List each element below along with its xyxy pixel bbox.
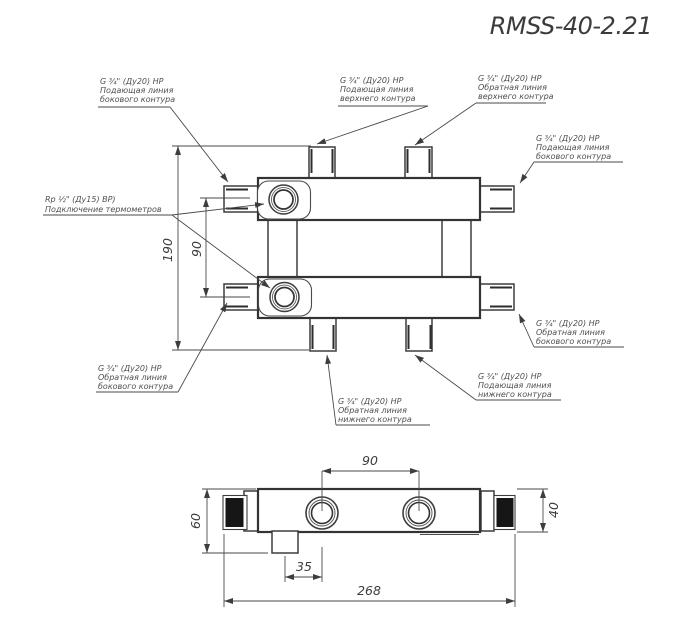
label-line: Подающая линия xyxy=(536,143,610,152)
top-stub-1 xyxy=(309,147,335,181)
front-view xyxy=(223,489,515,553)
right-leg-pipe xyxy=(442,216,471,280)
dim-axis-spacing: 90 xyxy=(189,241,204,257)
label-line: верхнего контура xyxy=(478,92,554,101)
right-thread-fill xyxy=(497,498,514,527)
dim-overall-height: 190 xyxy=(160,238,175,262)
dim-port-spacing: 90 xyxy=(362,453,378,468)
label-line: G ¾" (Ду20) НР xyxy=(340,76,404,85)
label-line: Подающая линия xyxy=(340,85,414,94)
port-label-top-right xyxy=(415,74,554,145)
port-label-right-lower xyxy=(519,314,624,347)
port-label-bottom-right xyxy=(415,355,561,400)
dimension-268 xyxy=(224,534,515,607)
main-view xyxy=(224,147,514,351)
left-thread-fill xyxy=(226,498,244,527)
label-line: Подающая линия xyxy=(478,381,552,390)
right-union-nut xyxy=(481,491,494,531)
bottom-stub-2 xyxy=(406,315,432,351)
label-line: Подающая линия xyxy=(100,86,174,95)
label-line: G ¾" (Ду20) НР xyxy=(338,397,402,406)
upper-thermometer-boss xyxy=(258,181,311,219)
port-label-top-mid xyxy=(317,76,428,144)
label-line: G ¾" (Ду20) НР xyxy=(478,372,542,381)
dim-left-height: 60 xyxy=(188,513,203,529)
label-line: Обратная линия xyxy=(536,328,605,337)
label-line: G ¾" (Ду20) НР xyxy=(98,364,162,373)
label-line: Подключение термометров xyxy=(45,205,162,214)
dimension-40 xyxy=(517,489,561,532)
label-line: нижнего контура xyxy=(338,415,412,424)
label-line: бокового контура xyxy=(536,337,612,346)
port-label-top-left xyxy=(98,77,228,182)
label-line: Обратная линия xyxy=(478,83,547,92)
label-line: G ¾" (Ду20) НР xyxy=(536,319,600,328)
label-line: G ¾" (Ду20) НР xyxy=(100,77,164,86)
dim-overall-length: 268 xyxy=(357,583,381,598)
label-line: Обратная линия xyxy=(338,406,407,415)
label-line: бокового контура xyxy=(536,152,612,161)
label-line: бокового контура xyxy=(100,95,176,104)
port-label-bottom-left xyxy=(96,303,227,392)
label-line: G ¾" (Ду20) НР xyxy=(536,134,600,143)
label-line: G ¾" (Ду20) НР xyxy=(478,74,542,83)
label-line: верхнего контура xyxy=(340,94,416,103)
label-line: нижнего контура xyxy=(478,390,552,399)
drawing-title: RMSS-40-2.21 xyxy=(489,12,652,40)
front-bottom-stub xyxy=(272,531,298,553)
port-label-right-upper xyxy=(520,134,623,183)
bottom-stub-1 xyxy=(310,315,336,351)
label-line: Rp ½" (Ду15) ВР) xyxy=(45,195,116,204)
front-body xyxy=(258,489,480,532)
dimension-90-axes xyxy=(189,198,250,297)
left-leg-pipe xyxy=(268,216,297,280)
port-label-bottom-mid xyxy=(327,355,430,425)
lower-thermometer-boss xyxy=(259,279,312,316)
dim-stub-offset: 35 xyxy=(296,559,312,574)
dim-right-height: 40 xyxy=(546,502,561,518)
label-line: Обратная линия xyxy=(98,373,167,382)
top-stub-2 xyxy=(405,147,432,181)
label-line: бокового контура xyxy=(98,382,174,391)
